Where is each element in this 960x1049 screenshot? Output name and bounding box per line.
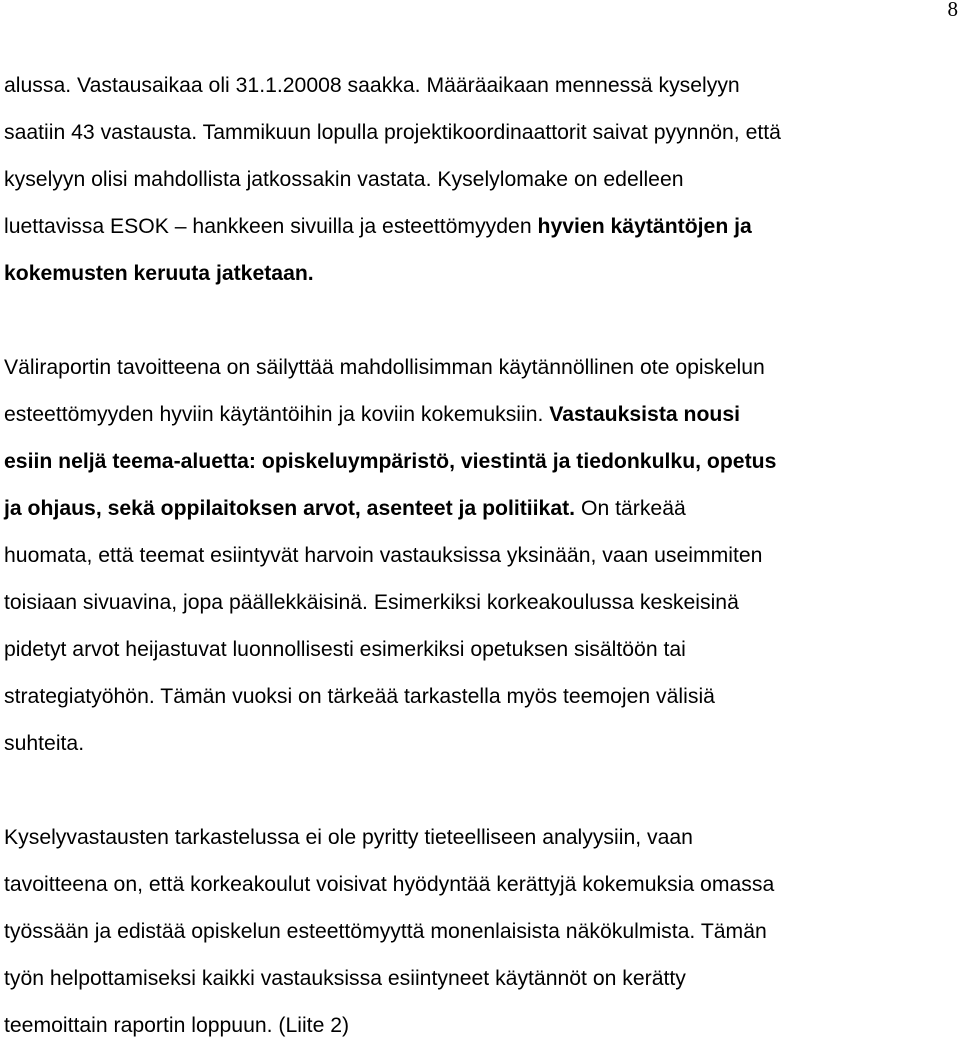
paragraph xyxy=(4,344,954,767)
text-line xyxy=(4,156,954,203)
text-run: saatiin 43 vastausta. Tammikuun lopulla projektikoordinaattorit saivat pyynnön, että xyxy=(4,121,781,144)
text-line xyxy=(4,579,954,626)
text-line xyxy=(4,62,954,109)
text-line xyxy=(4,908,954,955)
text-run: teemoittain raportin loppuun. (Liite 2) xyxy=(4,1014,350,1037)
text-run: kyselyyn olisi mahdollista jatkossakin vastata. Kyselylomake on edelleen xyxy=(4,168,684,191)
text-run: esteettömyyden hyviin käytäntöihin ja koviin kokemuksiin. xyxy=(4,403,550,426)
text-run: luettavissa ESOK – hankkeen sivuilla ja esteettömyyden xyxy=(4,215,538,238)
text-line xyxy=(4,438,954,485)
text-run: alussa. Vastausaikaa oli 31.1.20008 saakka. Määräaikaan mennessä kyselyyn xyxy=(4,74,740,97)
text-line xyxy=(4,626,954,673)
text-line xyxy=(4,1002,954,1049)
bold-text-run: ja ohjaus, sekä oppilaitoksen arvot, asenteet ja politiikat. xyxy=(4,497,576,520)
paragraph xyxy=(4,814,954,1049)
page-number: 8 xyxy=(947,0,958,21)
text-run: On tärkeää xyxy=(575,497,686,520)
paragraph-spacer xyxy=(4,297,954,344)
bold-text-run: esiin neljä teema-aluetta: opiskeluympäristö, viestintä ja tiedonkulku, opetus xyxy=(4,450,777,473)
bold-text-run: hyvien käytäntöjen ja xyxy=(537,215,752,238)
text-line xyxy=(4,344,954,391)
document-body xyxy=(4,62,954,1049)
text-line xyxy=(4,955,954,1002)
text-line xyxy=(4,203,954,250)
paragraph xyxy=(4,62,954,297)
text-line xyxy=(4,861,954,908)
text-line xyxy=(4,250,954,297)
text-line xyxy=(4,673,954,720)
text-run: työn helpottamiseksi kaikki vastauksissa esiintyneet käytännöt on kerätty xyxy=(4,967,686,990)
text-run: Kyselyvastausten tarkastelussa ei ole pyritty tieteelliseen analyysiin, vaan xyxy=(4,826,693,849)
text-run: työssään ja edistää opiskelun esteettömyyttä monenlaisista näkökulmista. Tämän xyxy=(4,920,767,943)
bold-text-run: kokemusten keruuta jatketaan. xyxy=(4,262,314,285)
text-run: tavoitteena on, että korkeakoulut voisivat hyödyntää kerättyjä kokemuksia omassa xyxy=(4,873,775,896)
text-run: pidetyt arvot heijastuvat luonnollisesti esimerkiksi opetuksen sisältöön tai xyxy=(4,638,686,661)
text-run: Väliraportin tavoitteena on säilyttää mahdollisimman käytännöllinen ote opiskelun xyxy=(4,356,765,379)
text-line xyxy=(4,720,954,767)
text-run: suhteita. xyxy=(4,732,85,755)
text-line xyxy=(4,109,954,156)
bold-text-run: Vastauksista nousi xyxy=(549,403,741,426)
text-line xyxy=(4,814,954,861)
paragraph-spacer xyxy=(4,767,954,814)
text-run: strategiatyöhön. Tämän vuoksi on tärkeää tarkastella myös teemojen välisiä xyxy=(4,685,715,708)
text-run: huomata, että teemat esiintyvät harvoin vastauksissa yksinään, vaan useimmiten xyxy=(4,544,763,567)
text-line xyxy=(4,532,954,579)
text-run: toisiaan sivuavina, jopa päällekkäisinä. Esimerkiksi korkeakoulussa keskeisinä xyxy=(4,591,739,614)
text-line xyxy=(4,485,954,532)
text-line xyxy=(4,391,954,438)
